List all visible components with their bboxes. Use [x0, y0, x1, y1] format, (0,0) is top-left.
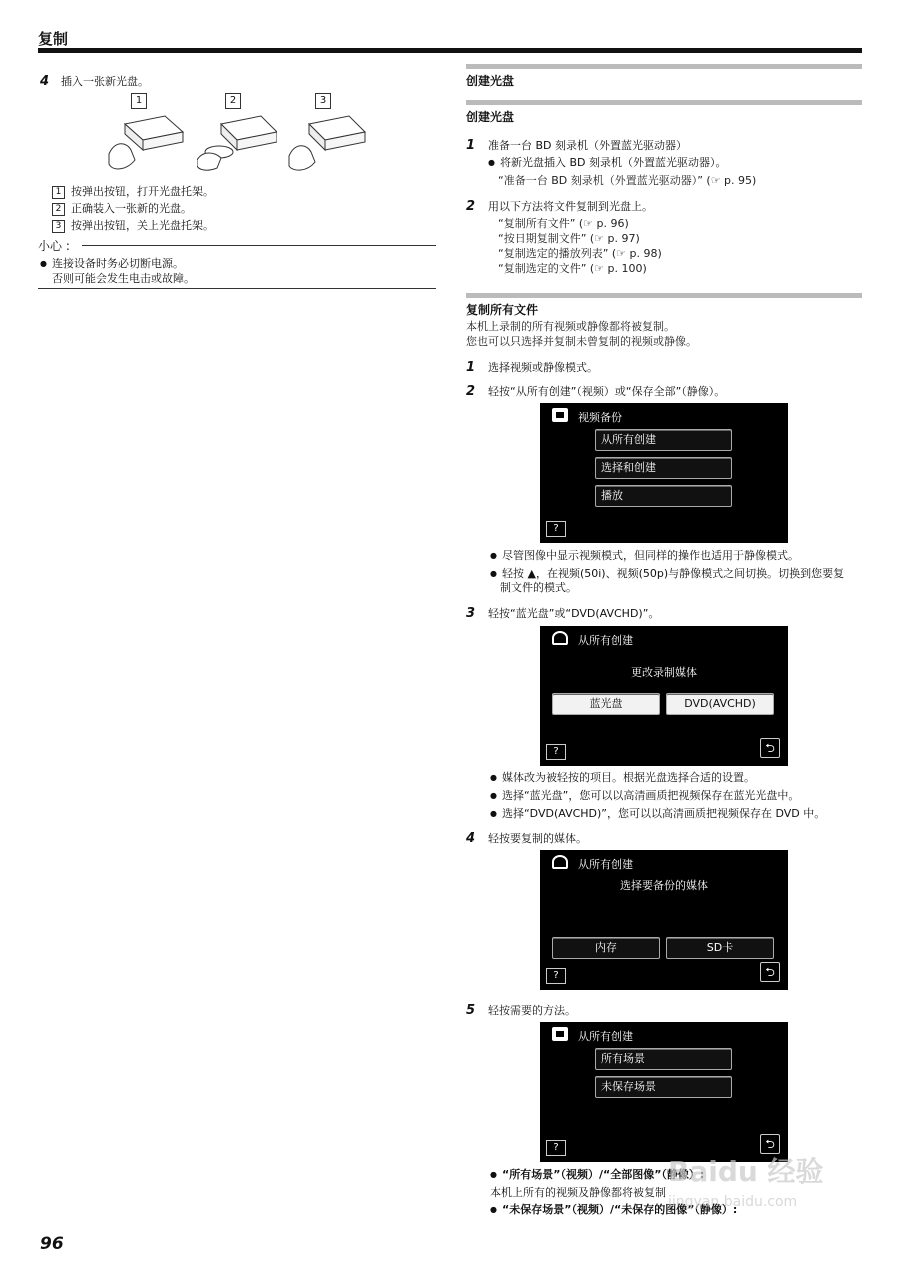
step-bullet: ● 选择“蓝光盘”，您可以以高清画质把视频保存在蓝光光盘中。	[490, 789, 799, 804]
step-bullet: ● 媒体改为被轻按的项目。根据光盘选择合适的设置。	[490, 771, 755, 786]
copy-step-5	[466, 1002, 576, 1018]
method-bullet: ● “未保存场景”（视频）/“未保存的图像”（静像）:	[490, 1203, 737, 1218]
drive-close-drawing	[287, 110, 367, 174]
step-number: 4	[40, 74, 50, 89]
create-from-all-button[interactable]: 从所有创建	[595, 429, 732, 451]
section-bar	[466, 64, 862, 69]
substep-1	[52, 183, 214, 199]
step-number: 1	[466, 138, 476, 153]
intro-line: 本机上录制的所有视频或静像都将被复制。	[466, 320, 675, 333]
copy-step-2	[466, 383, 725, 399]
watermark-line1: Baidu 经验	[668, 1155, 824, 1188]
help-button[interactable]: ?	[546, 744, 566, 760]
caution-heading	[38, 237, 436, 254]
copy-step-3	[466, 605, 659, 621]
intro-line: 您也可以只选择并复制未曾复制的视频或静像。	[466, 335, 697, 348]
back-button[interactable]: ⮌	[760, 962, 780, 982]
figure-1	[105, 92, 185, 174]
step-text: 插入一张新光盘。	[61, 75, 150, 88]
screen-message: 选择要备份的媒体	[620, 879, 708, 892]
disc-icon	[552, 855, 568, 869]
caution-body	[40, 257, 195, 286]
back-button[interactable]: ⮌	[760, 1134, 780, 1154]
step-number: 4	[466, 831, 476, 846]
page-title: 复制	[38, 30, 69, 48]
drive-eject-drawing	[105, 110, 185, 174]
watermark-line2: jingyan.baidu.com	[668, 1194, 798, 1210]
video-mode-icon	[552, 1027, 568, 1041]
figure-2	[197, 92, 277, 174]
figure-3	[287, 92, 367, 174]
substep-text: 正确装入一张新的光盘。	[71, 202, 192, 215]
section-bar	[466, 100, 862, 105]
copy-step-4	[466, 830, 587, 846]
help-button[interactable]: ?	[546, 1140, 566, 1156]
screen-title: 从所有创建	[578, 1030, 633, 1043]
select-and-create-button[interactable]: 选择和创建	[595, 457, 732, 479]
create-step-1	[466, 137, 687, 153]
step-bullet: ● 尽管图像中显示视频模式，但同样的操作也适用于静像模式。	[490, 549, 799, 564]
camera-screen-select-method	[540, 1022, 788, 1162]
substep-text: 按弹出按钮，关上光盘托架。	[71, 219, 214, 232]
create-step-2	[466, 198, 653, 214]
step-text: 选择视频或静像模式。	[488, 361, 598, 374]
unsaved-scenes-button[interactable]: 未保存场景	[595, 1076, 732, 1098]
step-number: 2	[466, 384, 476, 399]
method-bullet: ● “所有场景”（视频）/“全部图像”（静像）:	[490, 1168, 704, 1183]
copy-step-1	[466, 359, 598, 375]
section-heading: 创建光盘	[466, 74, 515, 88]
step-text: 轻按“蓝光盘”或“DVD(AVCHD)”。	[488, 607, 660, 620]
figure-label: 2	[225, 93, 241, 109]
section-bar	[466, 293, 862, 298]
disc-insert-illustration	[105, 92, 367, 174]
page-reference[interactable]: “准备一台 BD 刻录机（外置蓝光驱动器）” (☞ p. 95)	[498, 174, 757, 187]
baidu-watermark	[668, 1150, 858, 1230]
step-bullet: ● 将新光盘插入 BD 刻录机（外置蓝光驱动器）。	[488, 156, 727, 171]
substep-number: 3	[52, 220, 65, 233]
playback-button[interactable]: 播放	[595, 485, 732, 507]
disc-insert-drawing	[197, 110, 277, 174]
caution-label: 小心 :	[38, 239, 70, 253]
substep-number: 1	[52, 186, 65, 199]
step-number: 3	[466, 606, 476, 621]
back-button[interactable]: ⮌	[760, 738, 780, 758]
step-4-insert-disc	[40, 73, 149, 89]
disc-icon	[552, 631, 568, 645]
sd-card-button[interactable]: SD卡	[666, 937, 774, 959]
camera-screen-change-media	[540, 626, 788, 766]
video-mode-icon	[552, 408, 568, 422]
substep-3	[52, 217, 214, 233]
step-bullet: ● 轻按 ▲，在视频(50i)、视频(50p)与静像模式之间切换。切换到您要复	[490, 567, 844, 582]
section-heading: 创建光盘	[466, 110, 515, 124]
substep-number: 2	[52, 203, 65, 216]
figure-label: 3	[315, 93, 331, 109]
screen-title: 从所有创建	[578, 858, 633, 871]
screen-message: 更改录制媒体	[631, 666, 697, 679]
dvd-avchd-button[interactable]: DVD(AVCHD)	[666, 693, 774, 715]
step-text: 轻按要复制的媒体。	[488, 832, 587, 845]
all-scenes-button[interactable]: 所有场景	[595, 1048, 732, 1070]
camera-screen-video-backup	[540, 403, 788, 543]
screen-title: 视频备份	[578, 411, 622, 424]
step-text: 用以下方法将文件复制到光盘上。	[488, 200, 653, 213]
caution-continuation: 否则可能会发生电击或故障。	[52, 272, 195, 285]
step-bullet: ● 选择“DVD(AVCHD)”，您可以以高清画质把视频保存在 DVD 中。	[490, 807, 825, 822]
blu-ray-button[interactable]: 蓝光盘	[552, 693, 660, 715]
substep-2	[52, 200, 192, 216]
step-number: 1	[466, 360, 476, 375]
step-text: 轻按需要的方法。	[488, 1004, 576, 1017]
step-text: 轻按“从所有创建”（视频）或“保存全部”（静像）。	[488, 385, 726, 398]
screen-title: 从所有创建	[578, 634, 633, 647]
help-button[interactable]: ?	[546, 521, 566, 537]
header-rule	[38, 48, 862, 53]
step-number: 2	[466, 199, 476, 214]
figure-label: 1	[131, 93, 147, 109]
help-button[interactable]: ?	[546, 968, 566, 984]
caution-rule	[82, 245, 436, 246]
internal-memory-button[interactable]: 内存	[552, 937, 660, 959]
page-reference[interactable]: “复制所有文件” (☞ p. 96)	[498, 217, 629, 230]
substep-text: 按弹出按钮，打开光盘托架。	[71, 185, 214, 198]
camera-screen-select-media	[540, 850, 788, 990]
caution-bottom-rule	[38, 288, 436, 289]
page-number: 96	[40, 1234, 64, 1254]
page-reference[interactable]: “复制选定的播放列表” (☞ p. 98)	[498, 247, 662, 260]
section-heading: 复制所有文件	[466, 303, 539, 317]
page-reference[interactable]: “按日期复制文件” (☞ p. 97)	[498, 232, 640, 245]
caution-bullet: ● 连接设备时务必切断电源。	[40, 257, 195, 272]
step-bullet-cont: 制文件的模式。	[500, 581, 577, 594]
step-number: 5	[466, 1003, 476, 1018]
page-reference[interactable]: “复制选定的文件” (☞ p. 100)	[498, 262, 647, 275]
step-text: 准备一台 BD 刻录机（外置蓝光驱动器）	[488, 139, 688, 152]
method-description: 本机上所有的视频及静像都将被复制	[490, 1186, 666, 1199]
